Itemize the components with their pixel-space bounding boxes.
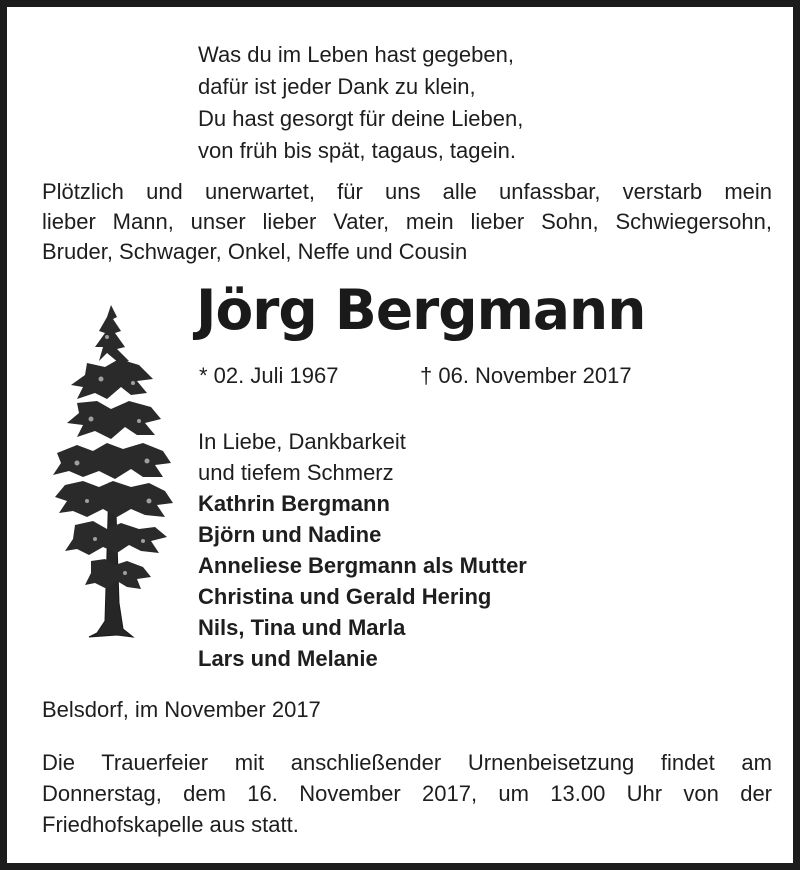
announcement-line: Bruder, Schwager, Onkel, Neffe und Cousin (42, 239, 468, 264)
poem-line: Was du im Leben hast gegeben, (198, 42, 514, 67)
announcement-line: lieber Mann, unser lieber Vater, mein lieber Sohn, Schwiegersohn, (42, 209, 772, 234)
mourner-name: Nils, Tina und Marla (198, 615, 406, 640)
mourner-name: Kathrin Bergmann (198, 491, 390, 516)
service-line: Friedhofskapelle aus statt. (42, 812, 299, 837)
announcement-line: Plötzlich und unerwartet, für uns alle unfassbar, verstarb mein (42, 179, 772, 204)
poem (198, 39, 523, 167)
poem-line: von früh bis spät, tagaus, tagein. (198, 138, 516, 163)
mourner-name: Lars und Melanie (198, 646, 378, 671)
mourners-intro-line: In Liebe, Dankbarkeit (198, 429, 406, 454)
deceased-name: Jörg Bergmann (196, 278, 646, 342)
birth-date: * 02. Juli 1967 (199, 363, 339, 388)
mourners-intro-line: und tiefem Schmerz (198, 460, 394, 485)
poem-line: Du hast gesorgt für deine Lieben, (198, 106, 524, 131)
mourner-name: Björn und Nadine (198, 522, 382, 547)
poem-line: dafür ist jeder Dank zu klein, (198, 74, 476, 99)
tree-icon (47, 303, 179, 641)
mourner-name: Christina und Gerald Hering (198, 584, 492, 609)
mourner-name: Anneliese Bergmann als Mutter (198, 553, 527, 578)
service-line: Donnerstag, dem 16. November 2017, um 13.00 Uhr von der (42, 781, 772, 806)
death-date: † 06. November 2017 (420, 363, 632, 388)
place-date: Belsdorf, im November 2017 (42, 697, 321, 722)
service-line: Die Trauerfeier mit anschließender Urnenbeisetzung findet am (42, 750, 772, 775)
